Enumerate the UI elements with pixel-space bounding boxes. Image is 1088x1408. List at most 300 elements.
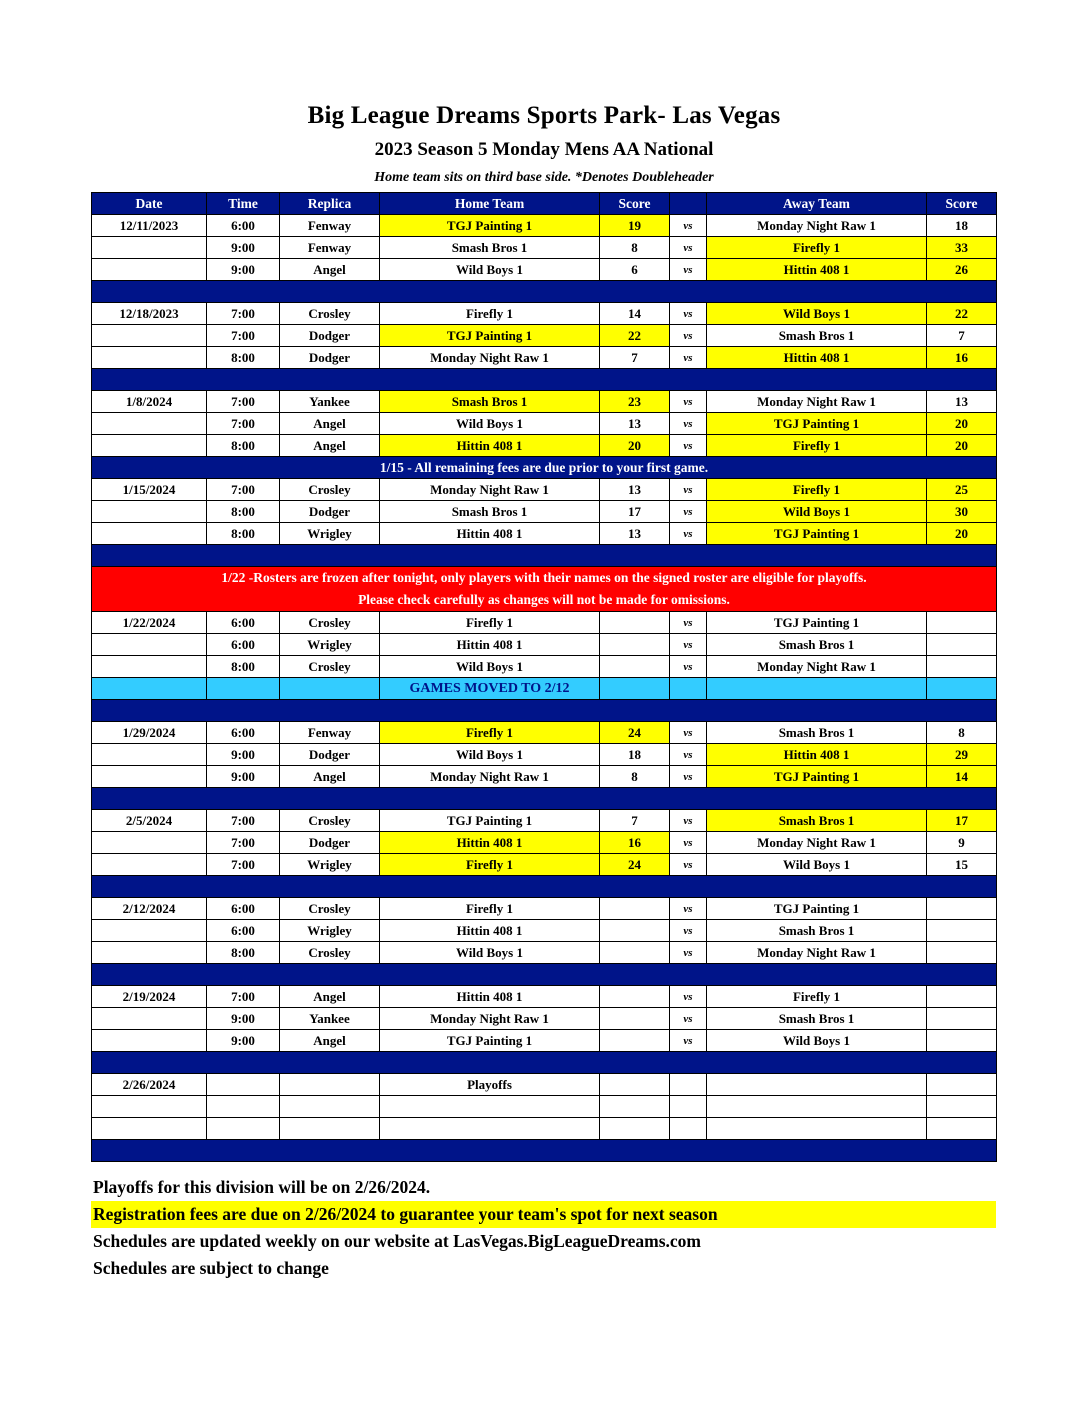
cell-home-score: 20 [600,435,670,457]
cell-away-team: Monday Night Raw 1 [707,942,927,964]
cell-date [92,1096,207,1118]
cell-date [92,854,207,876]
cell-replica: Angel [280,986,380,1008]
cell-replica: Wrigley [280,854,380,876]
cell-home-score: 16 [600,832,670,854]
cell-away-score [927,920,997,942]
cell-away-team: Firefly 1 [707,435,927,457]
cell-date [92,832,207,854]
cell-time: 7:00 [207,479,280,501]
cell-away-score: 22 [927,303,997,325]
cell-replica: Dodger [280,325,380,347]
cell-away-score [927,986,997,1008]
cell-vs: vs [670,479,707,501]
cell-time: 8:00 [207,347,280,369]
cell-home-team: Smash Bros 1 [380,237,600,259]
cell-time: 7:00 [207,303,280,325]
cell-home-team [380,1118,600,1140]
cell-home-score: 7 [600,810,670,832]
cell-away-score [927,1030,997,1052]
cell-home-score [600,1030,670,1052]
cell-replica [280,1118,380,1140]
cell-away-score [927,1074,997,1096]
cell-date [92,678,207,700]
cell-time [207,1096,280,1118]
page-subtitle: 2023 Season 5 Monday Mens AA National [374,139,714,160]
cell-date: 2/5/2024 [92,810,207,832]
separator-row [92,964,997,986]
cell-home-score: 6 [600,259,670,281]
cell-home-score: 8 [600,237,670,259]
cell-away-score: 20 [927,413,997,435]
game-row [92,634,997,656]
cell-home-team: Smash Bros 1 [380,501,600,523]
cell-time [207,1074,280,1096]
cell-away-team: Wild Boys 1 [707,303,927,325]
separator-row [92,876,997,898]
cell-home-team: TGJ Painting 1 [380,810,600,832]
cell-away-score [927,678,997,700]
col-header-date: Date [92,193,207,215]
cell-away-team: Firefly 1 [707,237,927,259]
separator-band [92,964,997,986]
game-row [92,854,997,876]
cell-away-score [927,1118,997,1140]
cell-vs: vs [670,259,707,281]
cell-replica: Dodger [280,501,380,523]
footer-line: Schedules are subject to change [93,1258,329,1278]
game-row [92,942,997,964]
cell-away-score: 26 [927,259,997,281]
separator-band [92,700,997,722]
cell-replica: Crosley [280,303,380,325]
cell-home-team: Firefly 1 [380,303,600,325]
separator-row [92,281,997,303]
cell-away-score: 13 [927,391,997,413]
cell-home-score [600,1008,670,1030]
separator-band [92,545,997,567]
cell-time: 9:00 [207,744,280,766]
cell-vs: vs [670,854,707,876]
cell-vs: vs [670,766,707,788]
separator-band [92,281,997,303]
cell-away-score: 29 [927,744,997,766]
cell-replica: Fenway [280,722,380,744]
cell-vs: vs [670,523,707,545]
cell-home-team: Smash Bros 1 [380,391,600,413]
cell-time: 6:00 [207,920,280,942]
cell-replica: Crosley [280,942,380,964]
page-note: Home team sits on third base side. *Denotes Doubleheader [374,170,714,185]
cell-away-team: Smash Bros 1 [707,634,927,656]
game-row [92,215,997,237]
cell-time: 8:00 [207,523,280,545]
cell-date [92,766,207,788]
cell-home-score: 13 [600,523,670,545]
cell-home-score [600,986,670,1008]
cell-replica: Angel [280,766,380,788]
cell-away-score [927,1096,997,1118]
cell-home-score [600,1096,670,1118]
cell-home-team: TGJ Painting 1 [380,215,600,237]
cell-vs [670,678,707,700]
cell-replica: Dodger [280,744,380,766]
cell-away-score: 16 [927,347,997,369]
cell-vs: vs [670,744,707,766]
blank-row [92,1096,997,1118]
cell-away-team: Hittin 408 1 [707,259,927,281]
cell-home-score [600,612,670,634]
cell-replica: Angel [280,413,380,435]
cell-time: 8:00 [207,435,280,457]
playoffs-row [92,1074,997,1096]
cell-replica: Crosley [280,898,380,920]
cell-away-team: Wild Boys 1 [707,1030,927,1052]
cell-away-team: Smash Bros 1 [707,810,927,832]
col-header-vs [670,193,707,215]
cell-away-team [707,678,927,700]
cell-away-team: TGJ Painting 1 [707,612,927,634]
col-header-time: Time [207,193,280,215]
cell-date [92,523,207,545]
cell-away-team: Smash Bros 1 [707,920,927,942]
cell-replica: Wrigley [280,634,380,656]
col-header-replica: Replica [280,193,380,215]
cell-away-team: Hittin 408 1 [707,744,927,766]
cell-vs [670,1074,707,1096]
cell-away-team: Wild Boys 1 [707,854,927,876]
cell-away-team: Hittin 408 1 [707,347,927,369]
cell-away-team: Monday Night Raw 1 [707,391,927,413]
cell-date [92,656,207,678]
cell-away-score: 18 [927,215,997,237]
cell-vs: vs [670,347,707,369]
cell-time [207,1118,280,1140]
cell-away-team: Monday Night Raw 1 [707,656,927,678]
cell-home-score [600,1074,670,1096]
cell-replica: Crosley [280,612,380,634]
cell-home-score [600,634,670,656]
cell-time: 6:00 [207,898,280,920]
col-header-home-score: Score [600,193,670,215]
schedule-table [91,192,997,1162]
cell-date: 12/11/2023 [92,215,207,237]
cell-home-team: Firefly 1 [380,898,600,920]
game-row [92,1030,997,1052]
cell-vs: vs [670,656,707,678]
info-text: GAMES MOVED TO 2/12 [380,678,600,700]
cell-replica: Yankee [280,391,380,413]
cell-away-score: 33 [927,237,997,259]
game-row [92,1008,997,1030]
cell-home-score: 23 [600,391,670,413]
cell-replica [280,1074,380,1096]
notice-text: 1/15 - All remaining fees are due prior to your first game. [92,457,997,479]
notice-row [92,457,997,479]
game-row [92,413,997,435]
separator-band [92,788,997,810]
cell-away-team: TGJ Painting 1 [707,523,927,545]
cell-date [92,413,207,435]
cell-away-score: 20 [927,435,997,457]
cell-away-team: Firefly 1 [707,986,927,1008]
cell-date [92,744,207,766]
cell-home-score: 24 [600,722,670,744]
cell-date: 1/22/2024 [92,612,207,634]
cell-time: 6:00 [207,215,280,237]
footer [91,1174,996,1282]
cell-away-score [927,1008,997,1030]
cell-vs [670,1118,707,1140]
separator-row [92,788,997,810]
red-banner-line: 1/22 -Rosters are frozen after tonight, only players with their names on the signed roster are eligible for playoffs. [221,570,867,585]
game-row [92,986,997,1008]
game-row [92,303,997,325]
footer-line-highlight: Registration fees are due on 2/26/2024 to guarantee your team's spot for next season [91,1201,996,1228]
cell-home-score: 7 [600,347,670,369]
cell-date [92,325,207,347]
cell-away-score: 25 [927,479,997,501]
cell-date: 2/19/2024 [92,986,207,1008]
game-row [92,612,997,634]
cell-home-team: TGJ Painting 1 [380,1030,600,1052]
cell-vs: vs [670,986,707,1008]
cell-time: 9:00 [207,259,280,281]
cell-vs: vs [670,237,707,259]
cell-vs: vs [670,391,707,413]
cell-replica: Dodger [280,832,380,854]
cell-time: 8:00 [207,942,280,964]
game-row [92,347,997,369]
cell-vs: vs [670,413,707,435]
col-header-away-team: Away Team [707,193,927,215]
cell-home-score: 13 [600,413,670,435]
cell-away-team: Smash Bros 1 [707,325,927,347]
cell-vs: vs [670,435,707,457]
cell-home-score: 17 [600,501,670,523]
cell-time: 7:00 [207,854,280,876]
cell-away-score [927,656,997,678]
red-banner [92,567,997,612]
footer-line: Playoffs for this division will be on 2/26/2024. [93,1177,431,1197]
cell-home-team: Monday Night Raw 1 [380,479,600,501]
cell-replica [280,678,380,700]
cell-away-team: Firefly 1 [707,479,927,501]
cell-date [92,634,207,656]
cell-vs: vs [670,920,707,942]
cell-away-score: 20 [927,523,997,545]
game-row [92,766,997,788]
cell-time: 6:00 [207,612,280,634]
cell-away-score [927,634,997,656]
cell-away-score [927,898,997,920]
cell-date [92,237,207,259]
separator-band [92,876,997,898]
cell-date [92,1008,207,1030]
cell-home-score: 18 [600,744,670,766]
game-row [92,325,997,347]
cell-away-team: Wild Boys 1 [707,501,927,523]
cell-date [92,1118,207,1140]
footer-line: Schedules are updated weekly on our website at LasVegas.BigLeagueDreams.com [93,1231,701,1251]
cell-home-team: Hittin 408 1 [380,634,600,656]
cell-home-team: Monday Night Raw 1 [380,347,600,369]
cell-home-team: Playoffs [380,1074,600,1096]
cell-replica [280,1096,380,1118]
cell-time: 6:00 [207,634,280,656]
cell-vs: vs [670,612,707,634]
red-banner-line: Please check carefully as changes will not be made for omissions. [358,592,730,607]
cell-away-team [707,1074,927,1096]
cell-home-team: Wild Boys 1 [380,656,600,678]
cell-home-score [600,1118,670,1140]
cell-vs: vs [670,898,707,920]
cell-time: 7:00 [207,391,280,413]
cell-home-team: Firefly 1 [380,612,600,634]
cell-home-score: 13 [600,479,670,501]
cell-date [92,1030,207,1052]
cell-home-team: Hittin 408 1 [380,986,600,1008]
cell-home-team: Firefly 1 [380,722,600,744]
cell-away-team [707,1118,927,1140]
cell-away-team: Monday Night Raw 1 [707,832,927,854]
separator-band [92,1140,997,1162]
cell-home-team: Monday Night Raw 1 [380,766,600,788]
cell-date [92,942,207,964]
cell-away-score: 7 [927,325,997,347]
cell-time: 9:00 [207,1030,280,1052]
info-row [92,678,997,700]
cell-home-team: Wild Boys 1 [380,259,600,281]
separator-row [92,545,997,567]
cell-date [92,501,207,523]
cell-home-score: 24 [600,854,670,876]
cell-away-score: 8 [927,722,997,744]
cell-home-score [600,920,670,942]
cell-time: 6:00 [207,722,280,744]
cell-time: 7:00 [207,413,280,435]
cell-vs: vs [670,1030,707,1052]
cell-time: 7:00 [207,832,280,854]
cell-replica: Wrigley [280,920,380,942]
cell-home-team: Wild Boys 1 [380,942,600,964]
cell-replica: Fenway [280,237,380,259]
cell-replica: Crosley [280,810,380,832]
game-row [92,479,997,501]
cell-time: 8:00 [207,501,280,523]
cell-replica: Crosley [280,656,380,678]
red-banner-row [92,567,997,612]
separator-row [92,1140,997,1162]
cell-vs: vs [670,303,707,325]
game-row [92,810,997,832]
cell-away-team: Smash Bros 1 [707,722,927,744]
cell-home-team: Wild Boys 1 [380,744,600,766]
cell-home-team: Hittin 408 1 [380,435,600,457]
cell-vs: vs [670,325,707,347]
cell-replica: Angel [280,1030,380,1052]
page-title: Big League Dreams Sports Park- Las Vegas [307,102,781,129]
cell-away-score: 14 [927,766,997,788]
cell-home-score: 22 [600,325,670,347]
game-row [92,722,997,744]
cell-away-score: 15 [927,854,997,876]
cell-away-team: TGJ Painting 1 [707,898,927,920]
cell-date [92,435,207,457]
cell-home-score [600,942,670,964]
cell-replica: Angel [280,259,380,281]
cell-vs: vs [670,810,707,832]
cell-away-team: Monday Night Raw 1 [707,215,927,237]
game-row [92,237,997,259]
cell-away-score [927,612,997,634]
game-row [92,744,997,766]
cell-date [92,347,207,369]
cell-replica: Dodger [280,347,380,369]
cell-vs: vs [670,501,707,523]
cell-home-score: 14 [600,303,670,325]
cell-home-team [380,1096,600,1118]
separator-row [92,369,997,391]
game-row [92,435,997,457]
cell-home-team: Hittin 408 1 [380,832,600,854]
cell-replica: Crosley [280,479,380,501]
header-row [92,193,997,215]
cell-date: 1/29/2024 [92,722,207,744]
cell-time: 7:00 [207,986,280,1008]
game-row [92,832,997,854]
cell-vs: vs [670,832,707,854]
cell-away-score: 30 [927,501,997,523]
cell-home-team: TGJ Painting 1 [380,325,600,347]
cell-home-team: Firefly 1 [380,854,600,876]
cell-away-team [707,1096,927,1118]
cell-away-team: TGJ Painting 1 [707,413,927,435]
cell-replica: Fenway [280,215,380,237]
cell-home-team: Wild Boys 1 [380,413,600,435]
game-row [92,259,997,281]
cell-time [207,678,280,700]
cell-date [92,920,207,942]
cell-vs: vs [670,1008,707,1030]
cell-replica: Angel [280,435,380,457]
cell-date: 2/12/2024 [92,898,207,920]
cell-date: 12/18/2023 [92,303,207,325]
cell-time: 8:00 [207,656,280,678]
game-row [92,391,997,413]
cell-replica: Yankee [280,1008,380,1030]
cell-time: 7:00 [207,325,280,347]
cell-away-score: 17 [927,810,997,832]
separator-row [92,700,997,722]
cell-home-score [600,678,670,700]
cell-home-score [600,656,670,678]
cell-date: 1/15/2024 [92,479,207,501]
game-row [92,898,997,920]
separator-band [92,1052,997,1074]
cell-home-score: 19 [600,215,670,237]
col-header-home-team: Home Team [380,193,600,215]
cell-date [92,259,207,281]
cell-vs: vs [670,942,707,964]
cell-home-score: 8 [600,766,670,788]
cell-time: 9:00 [207,237,280,259]
cell-away-team: TGJ Painting 1 [707,766,927,788]
game-row [92,501,997,523]
blank-row [92,1118,997,1140]
cell-time: 9:00 [207,1008,280,1030]
game-row [92,523,997,545]
